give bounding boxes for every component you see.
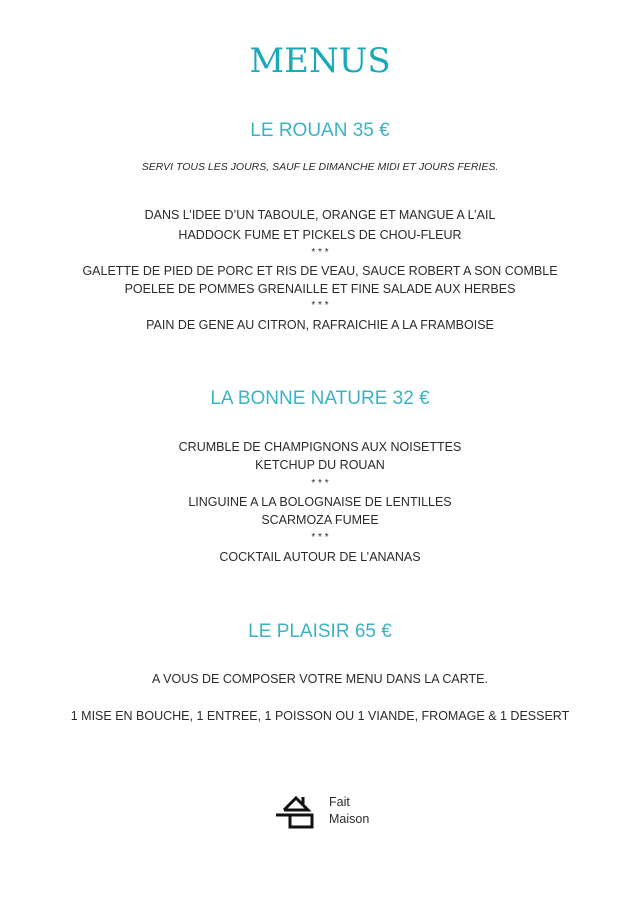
dish-line: DANS L’IDEE D’UN TABOULE, ORANGE ET MANGUE A L’AIL (144, 208, 496, 222)
dish-line: COCKTAIL AUTOUR DE L’ANANAS (219, 550, 421, 564)
dish-line: CRUMBLE DE CHAMPIGNONS AUX NOISETTES (178, 440, 462, 454)
logo-text-maison: Maison (329, 812, 370, 826)
menu-heading-bonne-nature: LA BONNE NATURE 32 € (210, 388, 430, 409)
dish-line: SCARMOZA FUMEE (261, 513, 379, 527)
fait-maison-logo (275, 792, 369, 830)
menu-line: 1 MISE EN BOUCHE, 1 ENTREE, 1 POISSON OU 1 VIANDE, FROMAGE & 1 DESSERT (70, 709, 570, 723)
separator: * * * (311, 247, 329, 258)
dish-line: KETCHUP DU ROUAN (255, 458, 385, 472)
separator: * * * (311, 532, 329, 543)
menu-line: A VOUS DE COMPOSER VOTRE MENU DANS LA CARTE. (152, 672, 488, 686)
logo-text-fait: Fait (329, 795, 350, 809)
separator: * * * (311, 300, 329, 311)
dish-line: GALETTE DE PIED DE PORC ET RIS DE VEAU, SAUCE ROBERT A SON COMBLE (82, 264, 558, 278)
dish-line: LINGUINE A LA BOLOGNAISE DE LENTILLES (188, 495, 452, 509)
menu-note: SERVI TOUS LES JOURS, SAUF LE DIMANCHE MIDI ET JOURS FERIES. (141, 161, 499, 173)
page-title: MENUS (249, 41, 391, 81)
house-pan-icon (275, 792, 319, 830)
dish-line: HADDOCK FUME ET PICKELS DE CHOU-FLEUR (178, 228, 462, 242)
menu-heading-rouan: LE ROUAN 35 € (250, 120, 390, 141)
dish-line: PAIN DE GENE AU CITRON, RAFRAICHIE A LA FRAMBOISE (146, 318, 494, 332)
dish-line: POELEE DE POMMES GRENAILLE ET FINE SALADE AUX HERBES (124, 282, 516, 296)
separator: * * * (311, 478, 329, 489)
menu-heading-plaisir: LE PLAISIR 65 € (248, 621, 392, 642)
